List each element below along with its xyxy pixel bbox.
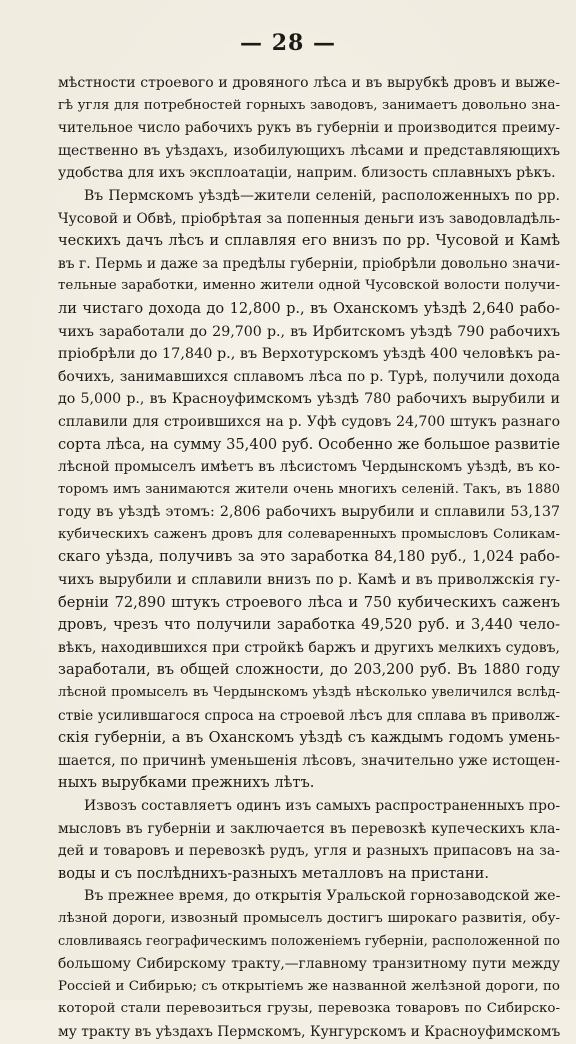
- text-line: пріобрѣли до 17,840 р., въ Верхотурскомъ уѣздѣ 400 человѣкъ ра-: [58, 346, 560, 363]
- text-line: шается, по причинѣ уменьшенія лѣсовъ, значительно уже истощен-: [58, 752, 560, 769]
- text-line: словливаясь географическимъ положеніемъ губерніи, расположенной по: [58, 933, 560, 949]
- text-line: сорта лѣса, на сумму 35,400 руб. Особенно же большое развитіе: [58, 435, 560, 453]
- text-line: дей и товаровъ и перевозкѣ рудъ, угля и разныхъ припасовъ на за-: [58, 843, 560, 860]
- text-line: большому Сибирскому тракту,—главному транзитному пути между: [58, 956, 560, 973]
- text-line: заработали, въ общей сложности, до 203,200 руб. Въ 1880 году: [58, 661, 560, 679]
- text-line: кубическихъ саженъ дровъ для солеваренныхъ промысловъ Соликам-: [58, 526, 560, 542]
- text-line: му тракту въ уѣздахъ Пермскомъ, Кунгурскомъ и Красноуфимскомъ: [58, 1023, 560, 1040]
- body-text: [58, 72, 560, 1044]
- text-line: лѣсной промыселъ въ Чердынскомъ уѣздѣ нѣсколько увеличился вслѣд-: [58, 685, 560, 701]
- text-line: воды и съ послѣднихъ-разныхъ металловъ на пристани.: [58, 864, 489, 882]
- text-line: Въ прежнее время, до открытія Уральской горнозаводской же-: [84, 888, 560, 905]
- text-line: лѣсной промыселъ имѣетъ въ лѣсистомъ Чердынскомъ уѣздѣ, въ ко-: [58, 459, 560, 476]
- text-line: ческихъ дачъ лѣсъ и сплавляя его внизъ по рр. Чусовой и Камѣ: [58, 232, 560, 250]
- text-line: Въ Пермскомъ уѣздѣ—жители селеній, расположенныхъ по рр.: [84, 187, 560, 204]
- text-line: дровъ, чрезъ что получили заработка 49,520 руб. и 3,440 чело-: [58, 616, 560, 634]
- text-line: чительное число рабочихъ рукъ въ губерніи и производится преиму-: [58, 120, 560, 137]
- text-line: торомъ имъ занимаются жители очень многихъ селеній. Такъ, въ 1880: [58, 481, 560, 497]
- text-line: мысловъ въ губерніи и заключается въ перевозкѣ купеческихъ кла-: [58, 820, 560, 837]
- text-line: лѣзной дороги, извозный промыселъ достигъ широкаго развитія, обу-: [58, 910, 560, 926]
- text-line: скія губерніи, а въ Оханскомъ уѣздѣ съ каждымъ годомъ умень-: [58, 729, 560, 747]
- text-line: до 5,000 р., въ Красноуфимскомъ уѣздѣ 780 рабочихъ вырубили и: [58, 391, 560, 408]
- page-number: — 28 —: [240, 30, 336, 56]
- text-line: берніи 72,890 штукъ строевого лѣса и 750 кубическихъ саженъ: [58, 593, 560, 611]
- text-line: въ г. Пермь и даже за предѣлы губерніи, пріобрѣли довольно значи-: [58, 255, 560, 272]
- text-line: скаго уѣзда, получивъ за это заработка 84,180 руб., 1,024 рабо-: [58, 548, 560, 566]
- text-line: ствіе усилившагося спроса на строевой лѣсъ для сплава въ приволж-: [58, 707, 560, 724]
- text-line: ныхъ вырубками прежнихъ лѣтъ.: [58, 774, 315, 792]
- text-line: Россіей и Сибирью; съ открытіемъ же названной желѣзной дороги, по: [58, 978, 560, 994]
- text-line: сплавили для строившихся на р. Уфѣ судовъ 24,700 штукъ разнаго: [58, 413, 560, 430]
- text-line: вѣкъ, находившихся при стройкѣ баржъ и другихъ мелкихъ судовъ,: [58, 639, 560, 656]
- text-line: щественно въ уѣздахъ, изобилующихъ лѣсами и представляющихъ: [58, 142, 560, 159]
- text-line: тельные заработки, именно жители одной Чусовской волости получи-: [58, 278, 560, 294]
- text-line: Чусовой и Обвѣ, пріобрѣтая за попенныя деньги изъ заводовладѣль-: [58, 210, 560, 227]
- text-line: ли чистаго дохода до 12,800 р., въ Оханскомъ уѣздѣ 2,640 рабо-: [58, 299, 560, 317]
- text-line: году въ уѣздѣ этомъ: 2,806 рабочихъ вырубили и сплавили 53,137: [58, 504, 560, 521]
- text-line: гѣ угля для потребностей горныхъ заводовъ, занимаетъ довольно зна-: [58, 97, 560, 113]
- text-line: удобства для ихъ эксплоатаціи, наприм. близость сплавныхъ рѣкъ.: [58, 165, 556, 182]
- text-line: которой стали перевозиться грузы, перевозка товаровъ по Сибирско-: [58, 1001, 560, 1017]
- text-line: мѣстности строевого и дровяного лѣса и въ вырубкѣ дровъ и выжe-: [58, 75, 560, 91]
- text-line: чихъ заработали до 29,700 р., въ Ирбитскомъ уѣздѣ 790 рабочихъ: [58, 323, 560, 340]
- text-line: чихъ вырубили и сплавили внизъ по р. Камѣ и въ приволжскія гу-: [58, 572, 560, 589]
- text-line: Извозъ составляетъ одинъ изъ самыхъ распространенныхъ про-: [84, 798, 560, 814]
- text-line: бочихъ, занимавшихся сплавомъ лѣса по р. Турѣ, получили дохода: [58, 368, 560, 385]
